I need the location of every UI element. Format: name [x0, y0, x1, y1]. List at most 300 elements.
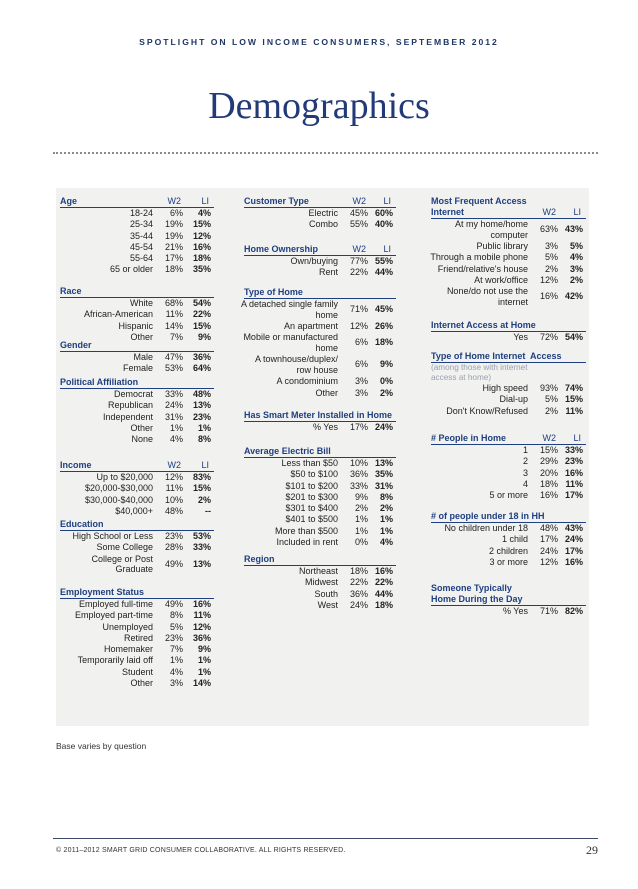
value-li: 2%	[379, 503, 393, 514]
value-w2: 1%	[169, 422, 183, 433]
value-w2: 19%	[164, 230, 183, 241]
value-li: 1%	[379, 514, 393, 525]
row-label: Employed part-time	[74, 610, 153, 621]
table-section	[60, 519, 214, 576]
row-label: Up to $20,000	[96, 472, 153, 482]
value-w2: 16%	[539, 291, 558, 302]
row-label: Democrat	[113, 389, 153, 399]
value-li: 1%	[197, 666, 211, 677]
table-row	[244, 503, 396, 514]
row-label: $30,000-$40,000	[84, 494, 153, 505]
row-label: Dial-up	[499, 394, 528, 405]
section-title: Home Ownership	[244, 244, 319, 254]
value-li: 16%	[564, 556, 583, 567]
table-row	[244, 256, 396, 267]
value-li: 83%	[192, 472, 211, 482]
value-li: 12%	[192, 230, 211, 241]
row-label: None/do not use the internet	[446, 286, 528, 307]
table-section	[431, 320, 586, 343]
page-number: 29	[586, 843, 598, 857]
value-w2: 2%	[544, 263, 558, 274]
table-row	[431, 456, 586, 467]
table-row	[60, 389, 214, 400]
value-w2: 6%	[354, 359, 368, 370]
value-li: 9%	[197, 331, 211, 342]
value-li: 60%	[374, 208, 393, 218]
value-w2: 2%	[354, 503, 368, 514]
row-label: 35-44	[129, 230, 153, 241]
value-w2: 4%	[169, 434, 183, 445]
column-header-w2: W2	[167, 196, 181, 206]
value-w2: 33%	[349, 480, 368, 491]
row-label: Own/buying	[290, 256, 338, 266]
table-row	[60, 655, 214, 666]
section-title: Customer Type	[244, 196, 309, 206]
value-li: 1%	[197, 422, 211, 433]
value-w2: 71%	[539, 606, 558, 616]
value-w2: 18%	[164, 264, 183, 275]
row-label: College or Post Graduate	[91, 553, 153, 575]
value-w2: 1%	[169, 655, 183, 666]
value-w2: 18%	[349, 566, 368, 576]
row-label: South	[314, 588, 338, 599]
value-w2: 53%	[164, 363, 183, 374]
value-li: 16%	[564, 467, 583, 478]
value-w2: 47%	[164, 352, 183, 362]
row-label: 5 or more	[489, 490, 528, 501]
section-title: Gender	[60, 340, 92, 350]
value-w2: 12%	[349, 321, 368, 331]
row-label: $50 to $100	[290, 469, 338, 480]
table-row	[244, 219, 396, 230]
value-w2: 9%	[354, 491, 368, 502]
table-row	[244, 388, 396, 399]
column-header-li: LI	[201, 460, 209, 470]
column-header-li: LI	[201, 196, 209, 206]
value-w2: 29%	[539, 456, 558, 467]
row-label: Female	[122, 363, 153, 374]
value-w2: 5%	[544, 394, 558, 405]
section-header	[431, 433, 586, 445]
table-row	[60, 495, 214, 506]
table-row	[431, 275, 586, 286]
section-header	[244, 244, 396, 256]
value-w2: 11%	[165, 483, 183, 494]
section-title: Type of Home	[244, 287, 303, 297]
value-li: 8%	[197, 434, 211, 445]
table-row	[60, 412, 214, 423]
table-row	[244, 458, 396, 469]
row-label: Don't Know/Refused	[446, 405, 528, 416]
value-li: 13%	[374, 458, 393, 468]
copyright-footer: © 2011–2012 SMART GRID CONSUMER COLLABORATIVE. ALL RIGHTS RESERVED.	[56, 847, 346, 854]
value-li: 1%	[197, 655, 211, 666]
value-w2: 1%	[354, 525, 368, 536]
table-row	[431, 241, 586, 252]
value-li: 48%	[192, 389, 211, 399]
row-label: 2 children	[488, 545, 528, 556]
value-w2: 24%	[539, 545, 558, 556]
value-li: 22%	[192, 309, 211, 320]
value-li: 54%	[192, 298, 211, 308]
table-row	[244, 577, 396, 588]
row-label: $20,000-$30,000	[84, 483, 153, 494]
value-w2: 23%	[164, 632, 183, 643]
row-label: Homemaker	[103, 644, 153, 655]
section-note: (among those with internet access at home)	[431, 363, 528, 382]
row-label: Some College	[96, 542, 153, 553]
column-header-w2: W2	[542, 207, 556, 217]
section-header	[244, 554, 396, 566]
section-header	[244, 410, 396, 422]
table-section	[244, 410, 396, 433]
table-row	[60, 264, 214, 275]
value-w2: 6%	[169, 208, 183, 218]
section-header	[60, 377, 214, 389]
table-row	[431, 479, 586, 490]
row-label: % Yes	[312, 422, 338, 432]
row-label: 3	[522, 467, 528, 478]
row-label: Employed full-time	[78, 599, 153, 609]
row-label: Through a mobile phone	[430, 252, 528, 263]
value-li: 11%	[193, 610, 211, 621]
column-header-w2: W2	[352, 196, 366, 206]
value-li: 4%	[569, 252, 583, 263]
value-w2: 19%	[164, 219, 183, 230]
value-w2: 12%	[539, 556, 558, 567]
value-w2: 3%	[169, 678, 183, 689]
table-row	[431, 534, 586, 545]
value-li: 36%	[192, 352, 211, 362]
value-li: 2%	[197, 494, 211, 505]
table-section	[60, 377, 214, 445]
column-header-li: LI	[573, 207, 581, 217]
value-li: 12%	[192, 621, 211, 632]
table-row	[244, 492, 396, 503]
table-section	[431, 511, 586, 568]
row-label: Male	[133, 352, 153, 362]
section-title: Average Electric Bill	[244, 446, 331, 456]
row-label: Hispanic	[118, 320, 153, 331]
table-row	[60, 483, 214, 494]
section-header	[431, 196, 586, 219]
table-row	[60, 242, 214, 253]
row-label: 4	[522, 478, 528, 489]
value-li: 1%	[379, 525, 393, 536]
value-w2: 5%	[544, 252, 558, 263]
value-w2: 21%	[164, 241, 183, 252]
value-w2: 17%	[164, 253, 183, 264]
section-title: Political Affiliation	[60, 377, 139, 387]
value-w2: 5%	[169, 621, 183, 632]
row-label: At work/office	[474, 274, 528, 285]
section-title: Has Smart Meter Installed in Home	[244, 410, 393, 420]
value-w2: 12%	[539, 274, 558, 285]
value-w2: 22%	[349, 577, 368, 588]
row-label: Republican	[107, 400, 153, 411]
section-title: Education	[60, 519, 104, 529]
value-w2: 24%	[164, 400, 183, 411]
value-li: 23%	[192, 411, 211, 422]
table-section	[240, 287, 396, 399]
value-w2: 20%	[539, 467, 558, 478]
value-li: 8%	[379, 491, 393, 502]
table-row	[431, 606, 586, 617]
row-label: Retired	[123, 632, 153, 643]
section-header	[60, 460, 214, 472]
section-title: Employment Status	[60, 587, 145, 597]
table-row	[244, 600, 396, 611]
row-label: African-American	[83, 309, 153, 320]
value-li: 13%	[192, 400, 211, 411]
row-label: At my home/home computer	[454, 219, 528, 240]
table-row	[244, 537, 396, 548]
table-row	[244, 332, 396, 354]
value-li: 64%	[192, 363, 211, 374]
value-w2: 10%	[164, 494, 183, 505]
row-label: A detached single family home	[240, 299, 338, 320]
value-li: 36%	[192, 632, 211, 643]
table-row	[60, 231, 214, 242]
value-w2: 36%	[349, 469, 368, 480]
row-label: More than $500	[274, 525, 338, 536]
section-header	[431, 320, 586, 332]
table-row	[60, 633, 214, 644]
table-row	[244, 514, 396, 525]
table-row	[60, 423, 214, 434]
row-label: Student	[121, 666, 153, 677]
value-w2: 49%	[164, 558, 183, 569]
value-li: 43%	[564, 224, 583, 234]
section-title: # of people under 18 in HH	[431, 511, 545, 521]
row-label: Friend/relative's house	[437, 263, 528, 274]
table-row	[60, 644, 214, 655]
row-label: High School or Less	[72, 531, 153, 541]
table-row	[431, 332, 586, 343]
value-li: 55%	[374, 256, 393, 266]
value-w2: 33%	[164, 389, 183, 399]
table-section	[244, 196, 396, 231]
value-li: 23%	[564, 456, 583, 467]
row-label: Other	[130, 331, 153, 342]
footer-divider	[53, 838, 598, 839]
row-label: $401 to $500	[285, 514, 338, 525]
value-w2: 8%	[169, 610, 183, 621]
value-li: 11%	[565, 478, 583, 489]
demographics-table-image	[56, 188, 589, 726]
row-label: 1	[522, 445, 528, 455]
value-li: 53%	[192, 531, 211, 541]
value-li: 15%	[192, 483, 211, 494]
column-header-w2: W2	[167, 460, 181, 470]
value-li: 5%	[569, 241, 583, 251]
table-row	[244, 208, 396, 219]
value-li: 18%	[374, 599, 393, 610]
section-header	[60, 587, 214, 599]
table-row	[60, 309, 214, 320]
table-row	[244, 354, 396, 376]
table-row	[60, 531, 214, 542]
row-label: Independent	[102, 411, 153, 422]
row-label: 45-54	[129, 241, 153, 252]
value-w2: 3%	[354, 376, 368, 387]
table-section	[60, 460, 214, 517]
value-li: 11%	[565, 405, 583, 416]
value-li: 82%	[564, 606, 583, 616]
value-w2: 55%	[349, 219, 368, 230]
section-title: Type of Home Internet Access	[431, 351, 562, 361]
table-row	[240, 299, 396, 321]
section-header	[431, 351, 586, 363]
value-li: 45%	[374, 304, 393, 314]
row-label: Electric	[308, 208, 338, 218]
value-li: 15%	[564, 394, 583, 405]
section-title: Most Frequent Access Internet	[431, 196, 527, 217]
row-label: Public library	[476, 241, 528, 251]
column-header-li: LI	[573, 433, 581, 443]
value-w2: 93%	[539, 383, 558, 393]
value-w2: 28%	[164, 542, 183, 553]
section-title: Region	[244, 554, 275, 564]
value-w2: 11%	[165, 309, 183, 320]
row-label: $201 to $300	[285, 491, 338, 502]
table-row	[244, 422, 396, 433]
row-label: Other	[315, 387, 338, 398]
table-row	[431, 286, 586, 308]
value-li: 18%	[192, 253, 211, 264]
value-li: 3%	[569, 263, 583, 274]
value-w2: 68%	[164, 298, 183, 308]
row-label: Other	[130, 678, 153, 689]
row-label: Unemployed	[102, 621, 153, 632]
section-header	[60, 340, 214, 352]
table-row	[60, 472, 214, 483]
report-header: SPOTLIGHT ON LOW INCOME CONSUMERS, SEPTEMBER 2012	[139, 37, 499, 47]
table-row	[244, 526, 396, 537]
row-label: 55-64	[129, 253, 153, 264]
table-row	[431, 490, 586, 501]
value-li: 0%	[379, 376, 393, 387]
value-li: 16%	[374, 566, 393, 576]
row-label: 3 or more	[489, 556, 528, 567]
value-w2: 16%	[539, 490, 558, 501]
column-header-w2: W2	[542, 433, 556, 443]
value-w2: 7%	[169, 644, 183, 655]
table-section	[60, 286, 214, 343]
table-row	[431, 557, 586, 568]
table-row	[60, 667, 214, 678]
value-w2: 71%	[349, 304, 368, 314]
table-row	[244, 589, 396, 600]
row-label: 25-34	[129, 219, 153, 230]
table-row	[431, 394, 586, 405]
table-section	[60, 340, 214, 375]
value-li: 15%	[192, 320, 211, 331]
row-label: Temporarily laid off	[77, 655, 153, 666]
row-label: Other	[130, 422, 153, 433]
row-label: No children under 18	[444, 523, 528, 533]
value-li: 14%	[192, 678, 211, 689]
value-li: 40%	[374, 219, 393, 230]
table-row	[60, 400, 214, 411]
value-li: 43%	[564, 523, 583, 533]
table-section	[431, 583, 586, 617]
row-label: Included in rent	[276, 537, 338, 548]
value-w2: 48%	[164, 505, 183, 516]
value-w2: 14%	[164, 320, 183, 331]
value-w2: 17%	[539, 534, 558, 545]
section-header	[431, 511, 586, 523]
section-title: Age	[60, 196, 78, 206]
value-li: 42%	[564, 291, 583, 302]
section-title: Income	[60, 460, 92, 470]
row-label: 1 child	[501, 534, 528, 545]
row-label: West	[317, 599, 338, 610]
row-label: A condominium	[276, 376, 338, 387]
row-label: 65 or older	[109, 264, 153, 275]
value-w2: 48%	[539, 523, 558, 533]
table-row	[244, 469, 396, 480]
column-header-li: LI	[383, 196, 391, 206]
value-w2: 45%	[349, 208, 368, 218]
column-header-li: LI	[383, 244, 391, 254]
row-label: Yes	[513, 332, 528, 342]
table-row	[60, 363, 214, 374]
table-row	[60, 610, 214, 621]
row-label: 2	[522, 456, 528, 467]
row-label: High speed	[482, 383, 528, 393]
value-li: 16%	[192, 599, 211, 609]
table-row	[60, 352, 214, 363]
value-w2: 12%	[164, 472, 183, 482]
value-li: --	[205, 505, 211, 516]
value-w2: 63%	[539, 224, 558, 234]
value-w2: 72%	[539, 332, 558, 342]
table-section	[244, 446, 396, 548]
table-row	[431, 264, 586, 275]
row-label: $40,000+	[115, 505, 153, 516]
row-label: % Yes	[502, 606, 528, 616]
table-section	[431, 433, 586, 501]
value-li: 4%	[379, 537, 393, 548]
value-w2: 6%	[354, 337, 368, 348]
value-w2: 15%	[539, 445, 558, 455]
row-label: A townhouse/duplex/ row house	[254, 354, 338, 375]
table-row	[60, 219, 214, 230]
value-li: 17%	[564, 545, 583, 556]
section-header	[244, 196, 396, 208]
value-w2: 4%	[169, 666, 183, 677]
table-row	[60, 599, 214, 610]
table-row	[431, 406, 586, 417]
value-li: 35%	[192, 264, 211, 275]
value-li: 35%	[374, 469, 393, 480]
row-label: $101 to $200	[285, 480, 338, 491]
value-w2: 10%	[349, 458, 368, 468]
value-li: 9%	[197, 644, 211, 655]
value-w2: 77%	[349, 256, 368, 266]
section-title: Someone Typically Home During the Day	[431, 583, 523, 604]
table-row	[60, 554, 214, 576]
table-section	[431, 351, 586, 417]
row-label: Less than $50	[281, 458, 338, 468]
table-row	[431, 523, 586, 534]
value-li: 17%	[564, 490, 583, 501]
section-header	[244, 446, 396, 458]
table-row	[431, 468, 586, 479]
row-label: Combo	[308, 219, 338, 230]
value-li: 33%	[192, 542, 211, 553]
